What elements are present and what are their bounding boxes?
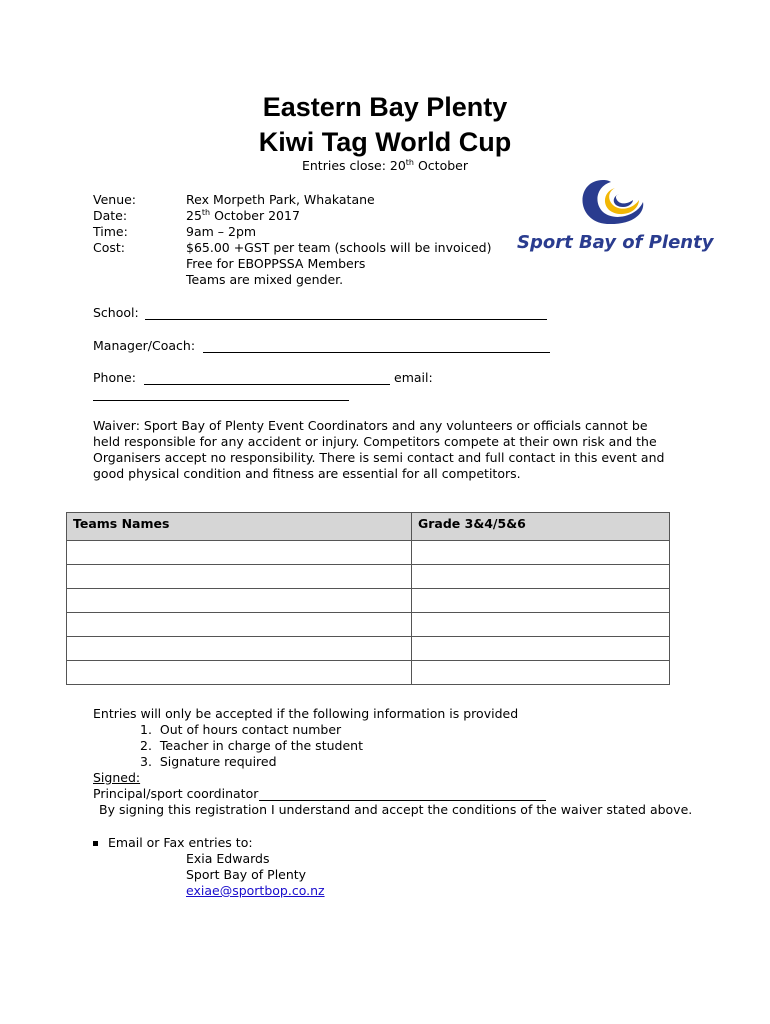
- school-field[interactable]: [145, 305, 547, 320]
- time-label: Time:: [93, 224, 128, 239]
- entries-close: Entries close: 20th October: [301, 157, 468, 173]
- team-name-cell[interactable]: [67, 565, 412, 589]
- email-field[interactable]: [93, 386, 349, 401]
- phone-field[interactable]: [144, 370, 390, 385]
- team-name-cell[interactable]: [67, 589, 412, 613]
- grade-cell[interactable]: [412, 589, 670, 613]
- signing-note: By signing this registration I understand and accept the conditions of the waiver stated above.: [99, 802, 693, 817]
- list-item: 2. Teacher in charge of the student: [140, 738, 363, 753]
- waiver-text: [93, 418, 693, 482]
- teams-names-header: Teams Names: [67, 513, 412, 541]
- principal-label: Principal/sport coordinator: [93, 786, 259, 801]
- table-row: [67, 613, 670, 637]
- table-row: [67, 565, 670, 589]
- team-name-cell[interactable]: [67, 637, 412, 661]
- grade-cell[interactable]: [412, 637, 670, 661]
- list-item: 3. Signature required: [140, 754, 277, 769]
- waiver-line: held responsible for any accident or injury. Competitors compete at their own risk and the: [93, 434, 657, 449]
- cost-line1: $65.00 +GST per team (schools will be invoiced): [186, 240, 492, 255]
- grade-cell[interactable]: [412, 565, 670, 589]
- table-row: [67, 541, 670, 565]
- principal-signature-field[interactable]: [259, 786, 546, 801]
- venue-value: Rex Morpeth Park, Whakatane: [186, 192, 375, 207]
- venue-label: Venue:: [93, 192, 137, 207]
- list-item: 1. Out of hours contact number: [140, 722, 342, 737]
- document-title-line1: Eastern Bay Plenty: [262, 92, 508, 122]
- email-label: email:: [394, 370, 433, 385]
- time-value: 9am – 2pm: [186, 224, 257, 239]
- waiver-line: Organisers accept no responsibility. There is semi contact and full contact in this event and: [93, 450, 665, 465]
- contact-email-link[interactable]: exiae@sportbop.co.nz: [186, 883, 325, 898]
- document-title-line2: Kiwi Tag World Cup: [258, 127, 512, 157]
- table-row: [67, 661, 670, 685]
- contact-name: Exia Edwards: [186, 851, 270, 866]
- cost-line2: Free for EBOPPSSA Members: [186, 256, 366, 271]
- team-name-cell[interactable]: [67, 661, 412, 685]
- contact-bullet: Email or Fax entries to:: [93, 835, 253, 850]
- requirements-list: [140, 722, 363, 770]
- teams-table: [66, 512, 670, 685]
- table-row: [67, 589, 670, 613]
- date-value: 25th October 2017: [186, 207, 300, 223]
- contact-org: Sport Bay of Plenty: [186, 867, 307, 882]
- manager-coach-field[interactable]: [203, 338, 550, 353]
- bullet-icon: [93, 841, 98, 846]
- logo-text: Sport Bay of Plenty: [517, 232, 714, 253]
- grade-cell[interactable]: [412, 613, 670, 637]
- cost-label: Cost:: [93, 240, 126, 255]
- requirements-intro: Entries will only be accepted if the following information is provided: [93, 706, 519, 721]
- table-row: [67, 637, 670, 661]
- grade-cell[interactable]: [412, 661, 670, 685]
- team-name-cell[interactable]: [67, 613, 412, 637]
- cost-line3: Teams are mixed gender.: [186, 272, 344, 287]
- date-label: Date:: [93, 208, 128, 223]
- waiver-line: good physical condition and fitness are essential for all competitors.: [93, 466, 521, 481]
- team-name-cell[interactable]: [67, 541, 412, 565]
- waiver-line: Waiver: Sport Bay of Plenty Event Coordinators and any volunteers or officials cannot be: [93, 418, 648, 433]
- table-header-row: [67, 513, 670, 541]
- grade-cell[interactable]: [412, 541, 670, 565]
- phone-label: Phone:: [93, 370, 136, 385]
- school-label: School:: [93, 305, 139, 320]
- grade-header: Grade 3&4/5&6: [412, 513, 670, 541]
- manager-coach-label: Manager/Coach:: [93, 338, 196, 353]
- sport-bop-logo: [515, 172, 715, 262]
- signed-label: Signed:: [93, 770, 141, 785]
